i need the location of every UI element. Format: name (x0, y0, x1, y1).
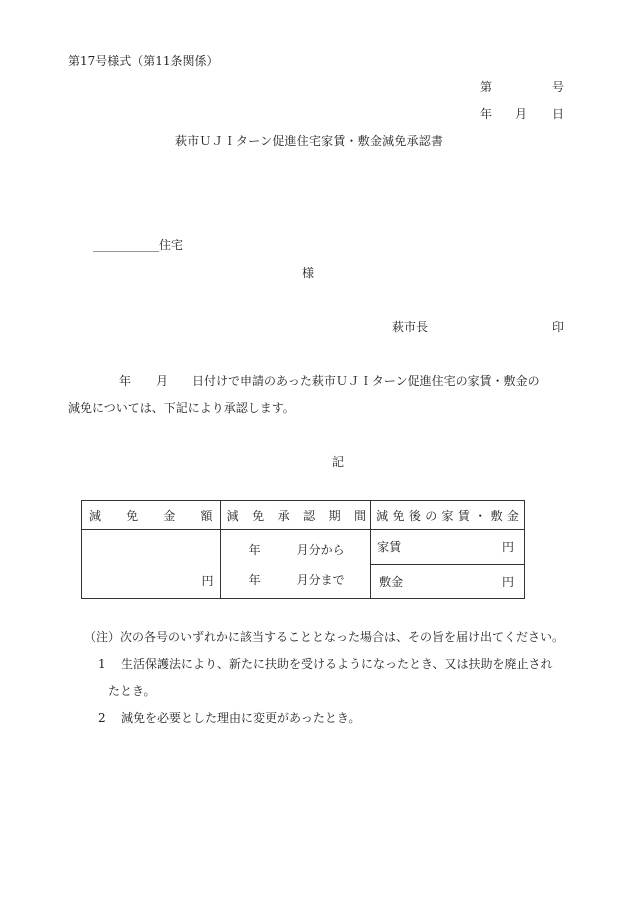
note-1-line1: 生活保護法により、新たに扶助を受けるようになったとき、又は扶助を廃止され (121, 657, 553, 671)
date-month: 月 (515, 107, 528, 121)
document-title: 萩市ＵＪＩターン促進住宅家賃・敷金減免承認書 (175, 134, 444, 148)
recipient-blank: ___________ (93, 238, 159, 252)
number-prefix: 第 (480, 80, 493, 94)
body-line2: 減免については、下記により承認します。 (68, 401, 295, 415)
deposit-label: 敷金 (379, 574, 404, 589)
header-amount: 減 免 金 額 (82, 501, 221, 530)
seal-mark: 印 (552, 320, 565, 334)
number-suffix: 号 (552, 80, 565, 94)
table-header-row (82, 501, 525, 530)
notes-intro: （注）次の各号のいずれかに該当することとなった場合は、その旨を届け出てください。 (84, 630, 565, 644)
rent-cell (371, 530, 525, 565)
period-cell (220, 530, 371, 599)
deposit-cell (371, 564, 525, 599)
body-month: 月 (156, 374, 169, 388)
body-year: 年 (119, 374, 132, 388)
period-from-month: 月分から (296, 543, 345, 557)
note-2-number: 2 (98, 711, 106, 725)
period-to-year: 年 (248, 573, 261, 587)
date-year: 年 (480, 107, 493, 121)
ki-marker: 記 (332, 455, 345, 469)
approval-table (81, 500, 525, 599)
recipient-honorific: 様 (302, 266, 315, 280)
date-day: 日 (552, 107, 565, 121)
housing-suffix: 住宅 (159, 238, 184, 252)
header-period: 減 免 承 認 期 間 (220, 501, 371, 530)
note-1-line2: たとき。 (108, 684, 156, 698)
body-line1: 日付けで申請のあった萩市ＵＪＩターン促進住宅の家賃・敷金の (192, 374, 540, 388)
note-1-number: 1 (98, 657, 106, 671)
table-row (82, 530, 525, 565)
amount-cell (82, 530, 221, 599)
rent-label: 家賃 (377, 540, 402, 555)
recipient-line (93, 239, 183, 251)
period-to-month: 月分まで (296, 573, 345, 587)
period-from-year: 年 (248, 543, 261, 557)
form-number: 第17号様式（第11条関係） (68, 54, 219, 68)
amount-yen: 円 (201, 574, 214, 588)
mayor-title: 萩市長 (392, 320, 429, 334)
deposit-yen: 円 (501, 574, 514, 589)
note-2-text: 減免を必要とした理由に変更があったとき。 (121, 711, 361, 725)
header-after: 減 免 後 の 家 賃 ・ 敷 金 (371, 501, 525, 530)
rent-yen: 円 (501, 540, 514, 555)
